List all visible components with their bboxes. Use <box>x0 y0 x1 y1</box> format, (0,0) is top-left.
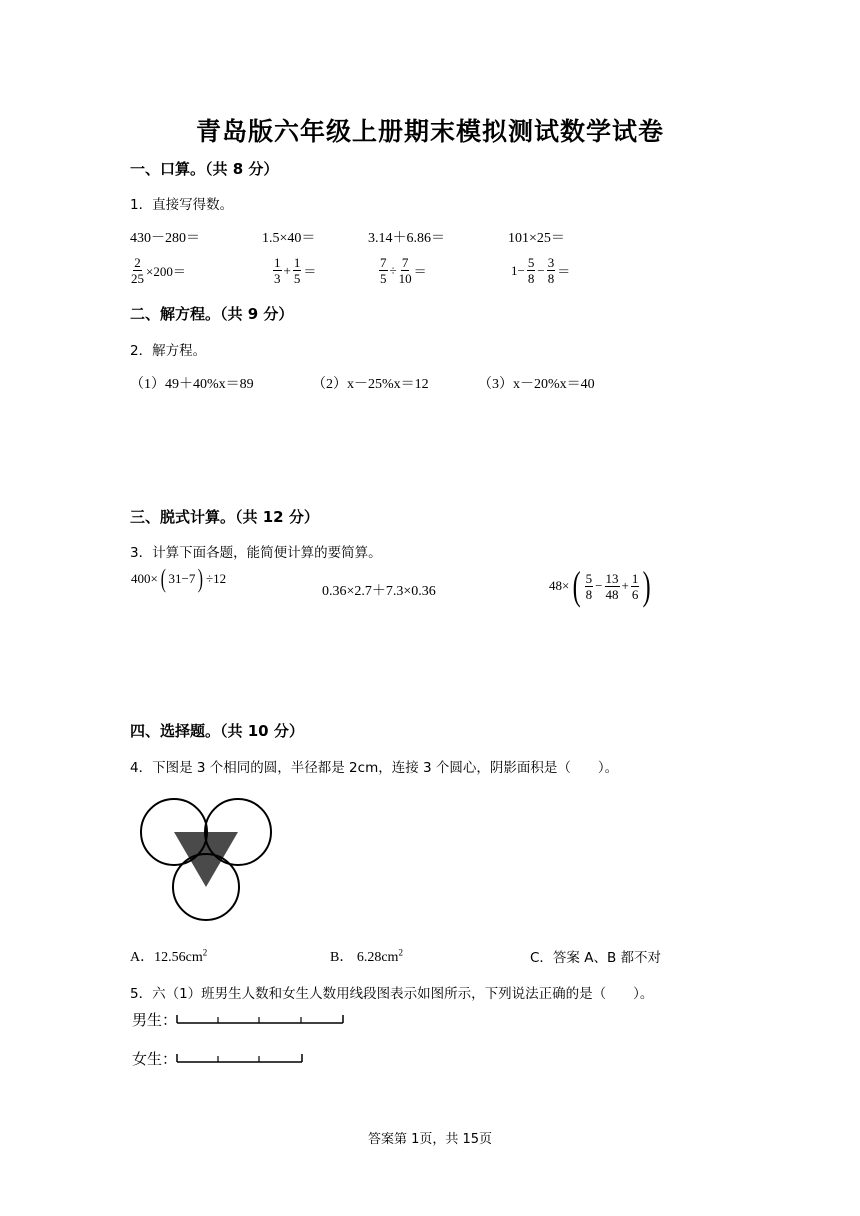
denominator: 10 <box>398 271 412 286</box>
numerator: 3 <box>547 255 555 270</box>
operator: − <box>595 578 603 593</box>
numerator: 2 <box>134 255 141 270</box>
girls-label: 女生： <box>132 1050 178 1068</box>
page-title: 青岛版六年级上册期末模拟测试数学试卷 <box>195 117 664 146</box>
question-3-prompt: 3．计算下面各题，能简便计算的要简算。 <box>130 545 382 561</box>
question-1-prompt: 1．直接写得数。 <box>130 197 234 213</box>
q1-expression-2: 1.5×40＝ <box>262 231 316 246</box>
boys-segment-diagram <box>176 1012 348 1026</box>
section-heading-2: 二、解方程。（共 9 分） <box>130 305 294 323</box>
equals: ＝ <box>557 264 571 279</box>
equals: ＝ <box>413 264 427 279</box>
q1-expression-3: 3.14＋6.86＝ <box>368 231 445 246</box>
right-paren: ) <box>643 563 652 608</box>
page-footer: 答案第 1页，共 15页 <box>367 1132 493 1147</box>
denominator: 8 <box>585 586 593 602</box>
q3-expression-1 <box>130 566 227 592</box>
denominator: 8 <box>547 271 555 286</box>
q4-option-c: C．答案 A、B 都不对 <box>530 950 662 966</box>
question-4-prompt: 4．下图是 3 个相同的圆，半径都是 2cm，连接 3 个圆心，阴影面积是（ ）。 <box>130 760 619 776</box>
q2-equation-2: （2）x－25%x＝12 <box>312 377 429 392</box>
section-heading-4: 四、选择题。（共 10 分） <box>130 722 304 740</box>
numerator: 13 <box>605 570 619 586</box>
three-circles-figure <box>136 794 276 924</box>
denominator: 48 <box>605 586 619 602</box>
right-paren: ) <box>198 564 204 593</box>
q1-fraction-expression-1 <box>130 255 187 286</box>
left-paren: ( <box>160 564 166 593</box>
numerator: 1 <box>274 255 281 270</box>
operator: + <box>283 262 291 278</box>
q4-option-b <box>330 946 403 966</box>
q4-option-a <box>130 946 207 966</box>
numerator: 5 <box>527 255 535 270</box>
superscript: 2 <box>398 947 403 958</box>
term: ÷12 <box>206 571 227 586</box>
operator: + <box>621 578 629 593</box>
numerator: 1 <box>631 570 639 586</box>
q1-fraction-expression-2 <box>272 255 317 286</box>
denominator: 5 <box>293 271 301 286</box>
operator: − <box>537 262 545 278</box>
q3-expression-3 <box>548 563 654 608</box>
left-paren: ( <box>573 563 582 608</box>
operator: ÷ <box>389 262 397 278</box>
question-5-prompt: 5．六（1）班男生人数和女生人数用线段图表示如图所示，下列说法正确的是（ ）。 <box>130 986 654 1002</box>
q1-fraction-expression-3 <box>378 255 428 286</box>
option-text: A．12.56cm <box>130 950 203 965</box>
q3-expression-2: 0.36×2.7＋7.3×0.36 <box>322 584 436 599</box>
q2-equation-1: （1）49＋40%x＝89 <box>130 377 254 392</box>
denominator: 5 <box>380 271 387 286</box>
denominator: 25 <box>131 271 144 286</box>
girls-segment-diagram <box>176 1051 306 1065</box>
numerator: 7 <box>380 255 387 270</box>
q1-expression-4: 101×25＝ <box>508 231 565 246</box>
boys-label: 男生： <box>132 1011 178 1029</box>
operator: ×200＝ <box>146 264 186 279</box>
numerator: 1 <box>293 255 301 270</box>
equals: ＝ <box>303 264 317 279</box>
q1-fraction-expression-4 <box>510 255 571 286</box>
leading-term: 1− <box>511 262 525 278</box>
term: 400× <box>131 571 158 586</box>
leading-term: 48× <box>549 578 570 593</box>
section-heading-3: 三、脱式计算。（共 12 分） <box>130 508 319 526</box>
section-heading-1: 一、口算。（共 8 分） <box>130 160 279 178</box>
denominator: 6 <box>631 586 639 602</box>
q1-expression-1: 430－280＝ <box>130 231 200 246</box>
numerator: 5 <box>585 570 593 586</box>
q2-equation-3: （3）x－20%x＝40 <box>478 377 595 392</box>
question-2-prompt: 2．解方程。 <box>130 343 207 359</box>
denominator: 3 <box>274 271 281 286</box>
superscript: 2 <box>202 947 208 958</box>
denominator: 8 <box>527 271 535 286</box>
numerator: 7 <box>401 255 409 270</box>
option-text: B． 6.28cm <box>330 950 399 965</box>
term: 31−7 <box>168 571 196 586</box>
